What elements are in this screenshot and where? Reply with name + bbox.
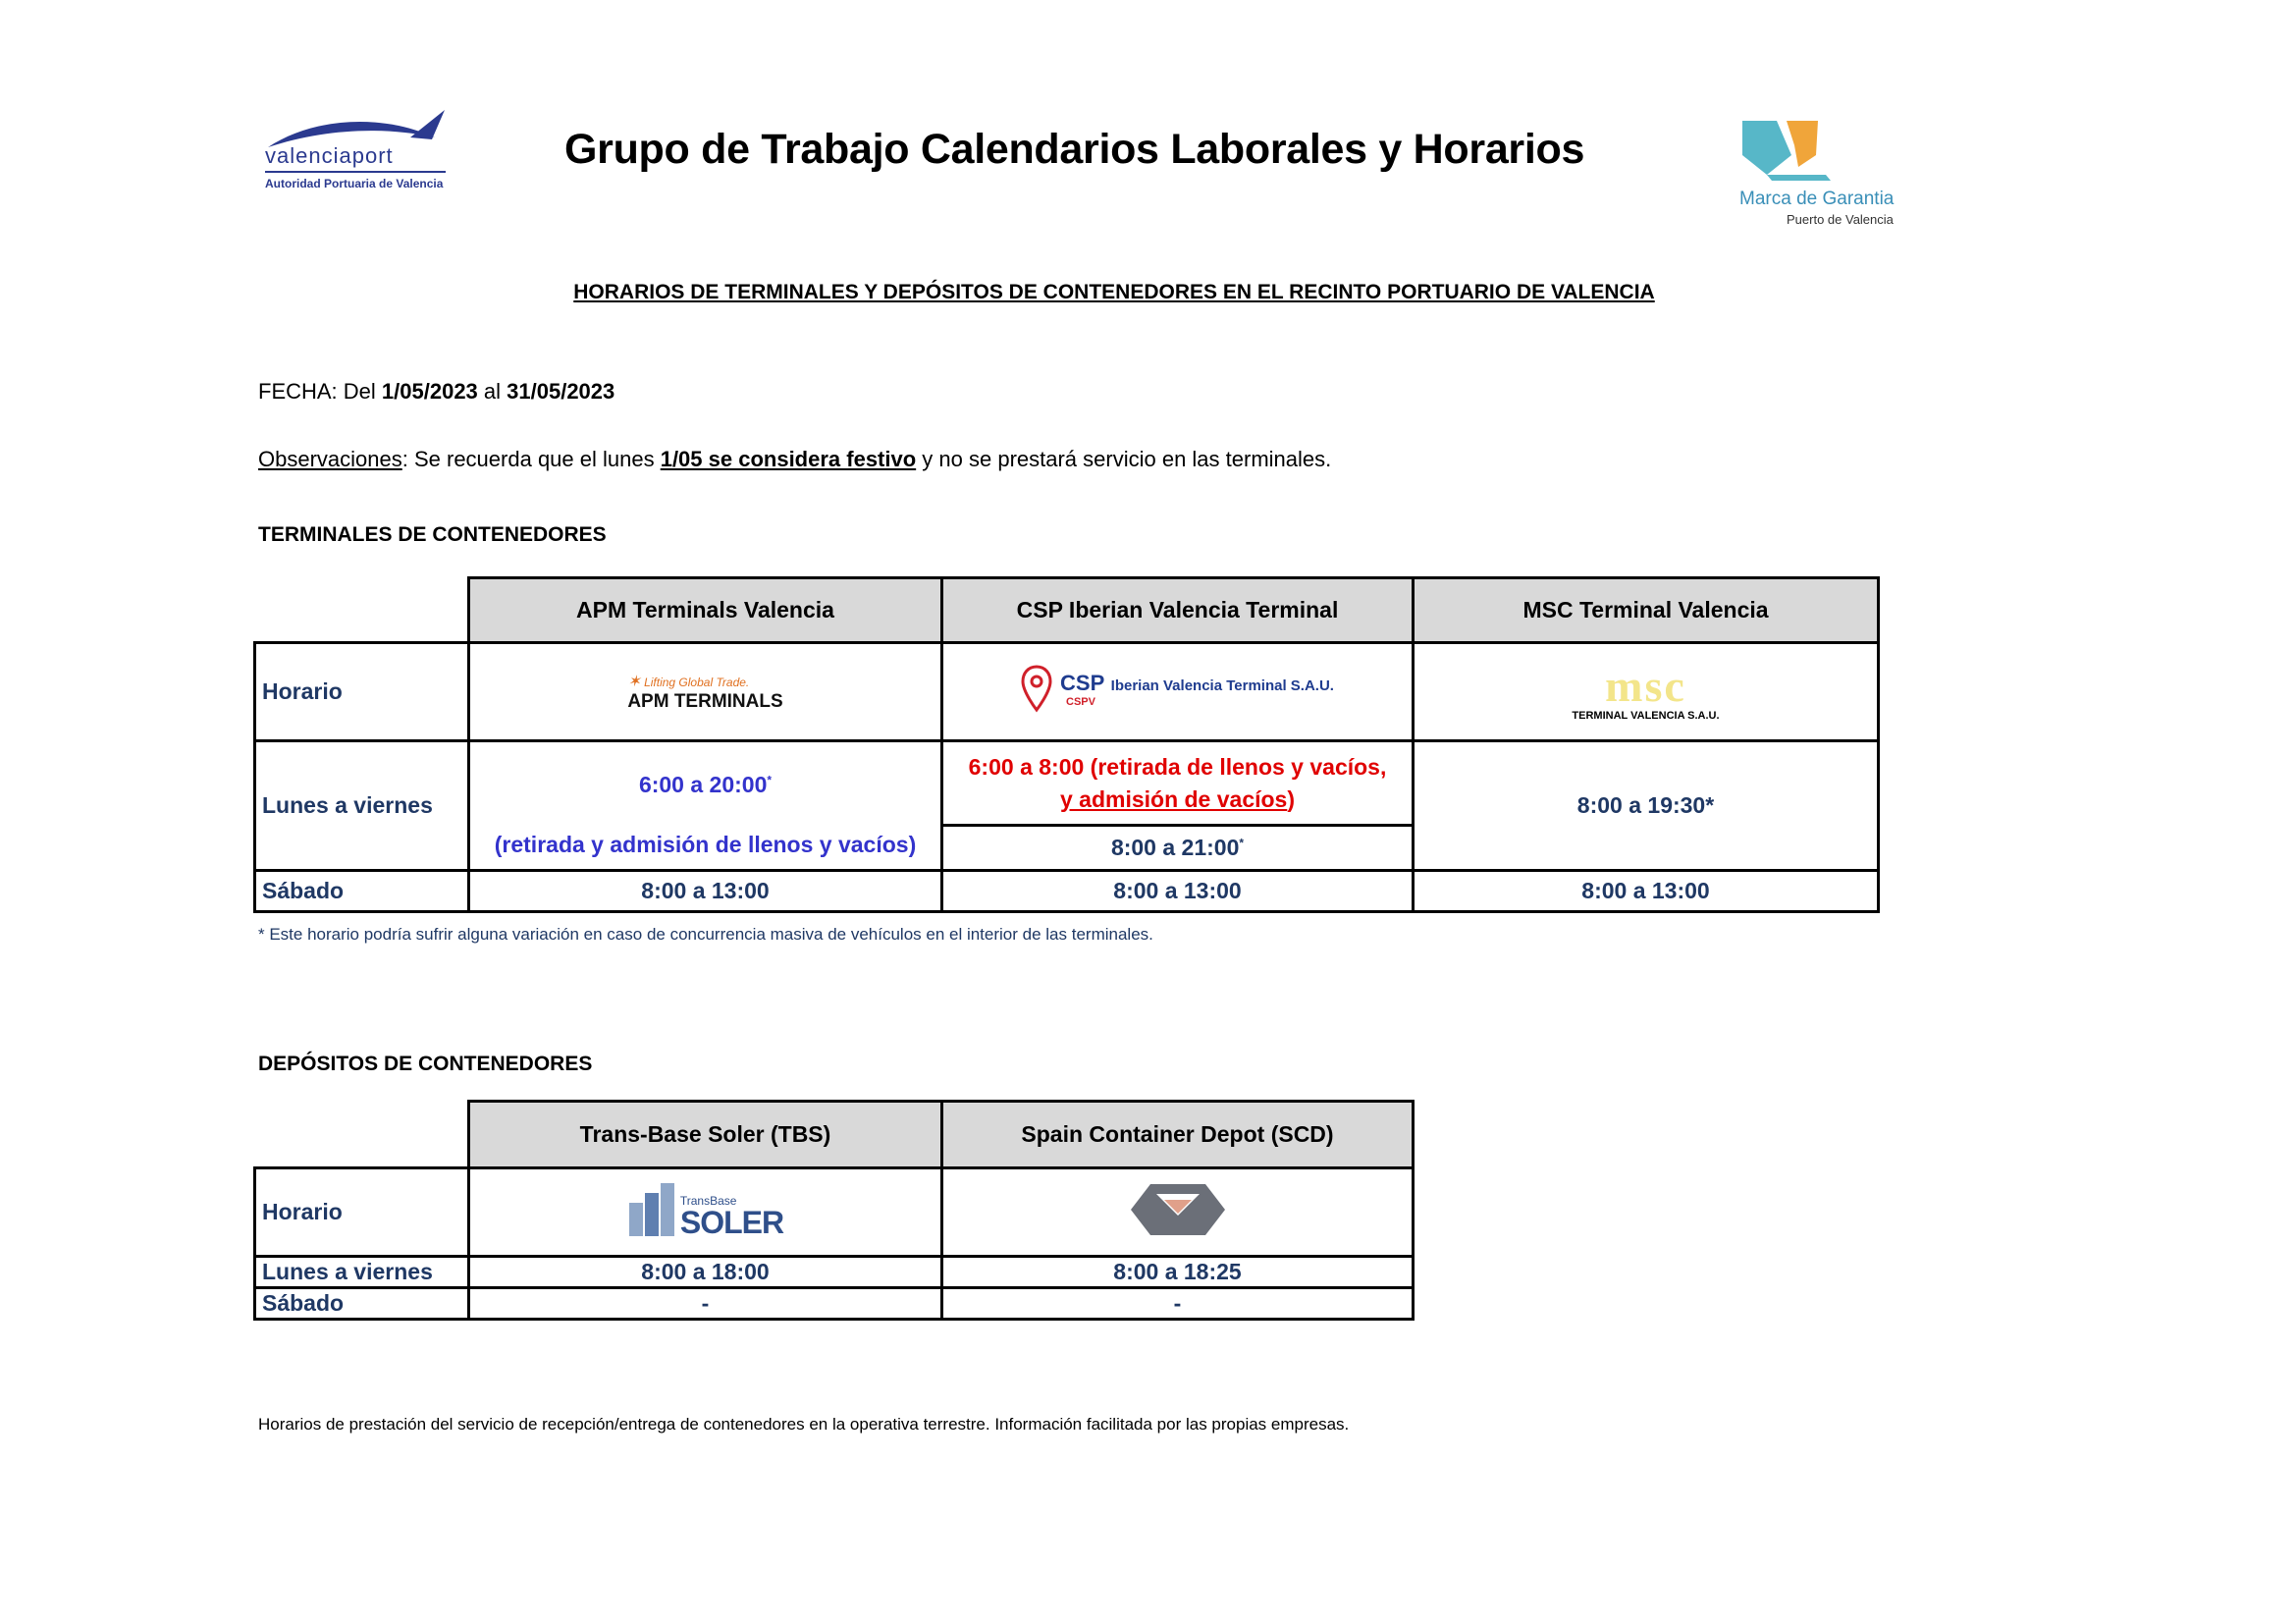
location-pin-icon bbox=[1021, 665, 1052, 714]
msc-saturday-time: 8:00 a 13:00 bbox=[1414, 871, 1879, 912]
tbs-saturday-time: - bbox=[469, 1288, 942, 1320]
depots-section-title: DEPÓSITOS DE CONTENEDORES bbox=[258, 1053, 593, 1075]
csp-logo bbox=[942, 643, 1414, 741]
csp-logo-full: Iberian Valencia Terminal S.A.U. bbox=[1110, 677, 1334, 694]
valenciaport-name: valenciaport bbox=[265, 143, 394, 168]
apm-logo-name: APM TERMINALS bbox=[627, 690, 783, 712]
apm-star-icon: ✶ bbox=[627, 673, 641, 690]
scd-logo bbox=[942, 1168, 1414, 1257]
tbs-weekday-time: 8:00 a 18:00 bbox=[469, 1257, 942, 1288]
col-header-scd: Spain Container Depot (SCD) bbox=[942, 1102, 1414, 1168]
csp-weekday-early bbox=[942, 741, 1414, 826]
terminals-footnote: * Este horario podría sufrir alguna variación en caso de concurrencia masiva de vehículos en el interior de las terminales. bbox=[258, 925, 1153, 944]
quality-mark-icon bbox=[1737, 116, 1836, 185]
apm-logo bbox=[469, 643, 942, 741]
observations-text-1: : Se recuerda que el lunes bbox=[401, 447, 661, 471]
valenciaport-logo bbox=[263, 108, 450, 201]
terminals-table bbox=[253, 576, 1880, 913]
csp-early-line-1: 6:00 a 8:00 (retirada de llenos y vacíos, bbox=[968, 753, 1387, 780]
apm-weekday-note: (retirada y admisión de llenos y vacíos) bbox=[494, 832, 917, 857]
csp-early-close: ) bbox=[1287, 785, 1296, 812]
observations-highlight: 1/05 se considera festivo bbox=[660, 447, 917, 471]
depots-table bbox=[253, 1100, 1415, 1321]
apm-weekday-time: 6:00 a 20:00 bbox=[638, 772, 768, 797]
depot-row-label-saturday: Sábado bbox=[255, 1288, 469, 1320]
row-label-horario: Horario bbox=[255, 643, 469, 741]
observations-text-2: y no se prestará servicio en las terminales. bbox=[916, 447, 1332, 471]
msc-logo-full: TERMINAL VALENCIA S.A.U. bbox=[1572, 709, 1720, 722]
row-label-weekdays: Lunes a viernes bbox=[255, 741, 469, 871]
scd-weekday-time: 8:00 a 18:25 bbox=[942, 1257, 1414, 1288]
footer-note: Horarios de prestación del servicio de recepción/entrega de contenedores en la operativa terrestre. Información facilitada por las propias empresas. bbox=[258, 1415, 1350, 1434]
msc-logo-name: msc bbox=[1605, 660, 1686, 711]
terminals-section-title: TERMINALES DE CONTENEDORES bbox=[258, 523, 607, 546]
valenciaport-subtitle: Autoridad Portuaria de Valencia bbox=[265, 177, 444, 190]
col-header-apm: APM Terminals Valencia bbox=[469, 578, 942, 643]
csp-weekday-time: 8:00 a 21:00 bbox=[1110, 835, 1240, 860]
apm-saturday-time: 8:00 a 13:00 bbox=[469, 871, 942, 912]
col-header-msc: MSC Terminal Valencia bbox=[1414, 578, 1879, 643]
row-label-saturday: Sábado bbox=[255, 871, 469, 912]
marca-garantia-logo bbox=[1737, 116, 1914, 232]
marca-garantia-subtitle: Puerto de Valencia bbox=[1787, 212, 1894, 227]
page-title: Grupo de Trabajo Calendarios Laborales y Horarios bbox=[564, 126, 1585, 173]
observations bbox=[258, 447, 1331, 472]
csp-logo-abbr: CSPV bbox=[1066, 696, 1095, 708]
tbs-logo-name: SOLER bbox=[679, 1204, 784, 1240]
csp-early-line-2: y admisión de vacíos bbox=[1059, 785, 1288, 812]
date-range bbox=[258, 379, 614, 405]
tbs-logo-top: TransBase bbox=[679, 1193, 737, 1208]
date-prefix: FECHA: Del bbox=[258, 379, 382, 404]
date-to: 31/05/2023 bbox=[507, 379, 615, 404]
csp-weekday-cell bbox=[942, 826, 1414, 871]
depot-row-label-weekdays: Lunes a viernes bbox=[255, 1257, 469, 1288]
date-mid: al bbox=[477, 379, 507, 404]
apm-tagline: Lifting Global Trade. bbox=[644, 675, 750, 689]
scd-saturday-time: - bbox=[942, 1288, 1414, 1320]
csp-weekday-mark: * bbox=[1239, 836, 1245, 850]
observations-label: Observaciones bbox=[258, 447, 402, 471]
csp-logo-name: CSP bbox=[1060, 671, 1105, 695]
apm-weekday-mark: * bbox=[767, 773, 773, 787]
tbs-building-icon bbox=[627, 1181, 676, 1238]
msc-logo bbox=[1414, 643, 1879, 741]
date-from: 1/05/2023 bbox=[381, 379, 478, 404]
document-subtitle: HORARIOS DE TERMINALES Y DEPÓSITOS DE CONTENEDORES EN EL RECINTO PORTUARIO DE VALENCIA bbox=[573, 281, 1655, 303]
col-header-tbs: Trans-Base Soler (TBS) bbox=[469, 1102, 942, 1168]
apm-weekday-cell bbox=[469, 741, 942, 871]
col-header-csp: CSP Iberian Valencia Terminal bbox=[942, 578, 1414, 643]
marca-garantia-name: Marca de Garantia bbox=[1739, 189, 1895, 209]
tbs-logo bbox=[469, 1168, 942, 1257]
scd-diamond-icon bbox=[1129, 1180, 1227, 1239]
msc-weekday-time: 8:00 a 19:30* bbox=[1414, 741, 1879, 871]
csp-saturday-time: 8:00 a 13:00 bbox=[942, 871, 1414, 912]
depot-row-label-horario: Horario bbox=[255, 1168, 469, 1257]
